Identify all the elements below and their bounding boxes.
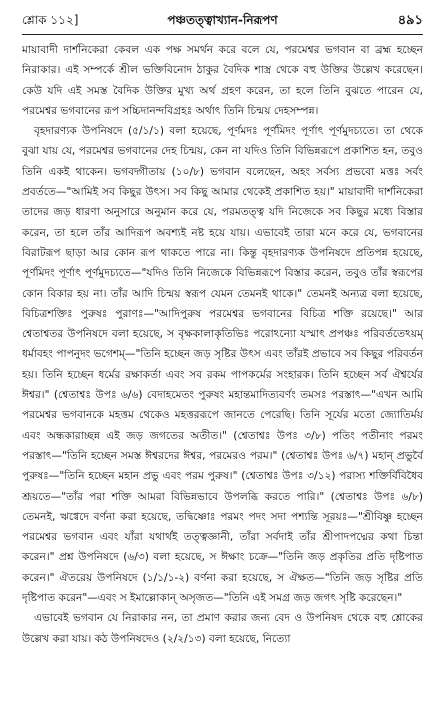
page-number: ৪৯১: [397, 13, 423, 28]
paragraph: বৃহদারণ্যক উপনিষদে (৫/১/১) বলা হয়েছে, পূর্ণমদঃ পূর্ণমিদং পূর্ণাৎ পূর্ণমুদচ্যতে। তা থেকে বুঝা যায় যে, পরমেশ্বর ভগবানের দেহ চিন্ময়, কেন না যদিও তিনি বিভিন্নরূপে প্রকাশিত হন, তবুও তিনি একই থাকেন। ভগবদ্গীতায় (১০/৮) ভগবান বলেছেন, অহং সর্বস্য প্রভবো মত্তঃ সর্বং প্রবর্ততে—"আমিই সব কিছুর উৎস। সব কিছু আমার থেকেই প্রকাশিত হয়।" মায়াবাদী দার্শনিকেরা তাদের জড় ধারণা অনুসারে অনুমান করে যে, পরমতত্ত্ব যদি নিজেকে সব কিছুর মধ্যে বিস্তার করেন, তা হলে তাঁর আদিরূপ অবশ্যই নষ্ট হয়ে যায়। এভাবেই তারা মনে করে যে, ভগবানের বিরাটরূপ ছাড়া আর কোন রূপ থাকতে পারে না। কিন্তু বৃহদারণ্যক উপনিষদে প্রতিপন্ন হয়েছে, পূর্ণমিদং পূর্ণাৎ পূর্ণমুদচ্যতে—"যদিও তিনি নিজেকে বিভিন্নরূপে বিস্তার করেন, তবুও তাঁর স্বরূপের কোন বিকার হয় না। তাঁর আদি চিন্ময় স্বরূপ যেমন তেমনই থাকে।" তেমনই অন্যত্র বলা হয়েছে, বিচিত্রশক্তিঃ পুরুষঃ পুরাণঃ—"আদিপুরুষ পরমেশ্বর ভগবানের বিচিত্র শক্তি রয়েছে।" আর শ্বেতাশ্বতর উপনিষদে বলা হয়েছে, স বৃক্ষকালাকৃতিভিঃ পরোঽন্যো যস্মাৎ প্রপঞ্চঃ পরিবর্ততেঽয়ম্ ধর্মাবহং পাপনুদং ভগেশম্—"তিনি হচ্ছেন জড় সৃষ্টির উৎস এবং তাঁরই প্রভাবে সব কিছুর পরিবর্তন হয়। তিনি হচ্ছেন ধর্মের রক্ষাকর্তা এবং সব রকম পাপকর্মের সংহারক। তিনি হচ্ছেন সর্ব ঐশ্বর্যের ঈশ্বর।" (শ্বেতাশ্বঃ উপঃ ৬/৬) বেদাহমেতং পুরুষং মহান্তমাদিত্যবর্ণং তমসঃ পরস্তাৎ—"এখন আমি পরমেশ্বর ভগবানকে মহত্তম থেকেও মহত্তররূপে জানতে পেরেছি। তিনি সূর্যের মতো জ্যোতির্ময় এবং অন্ধকারাচ্ছন্ন এই জড় জগতের অতীত।" (শ্বেতাশ্বঃ উপঃ ৩/৮) পতিং পতীনাং পরমং পরস্তাৎ—"তিনি হচ্ছেন সমস্ত ঈশ্বরদের ঈশ্বর, পরমেরও পরম।" (শ্বেতাশ্বঃ উপঃ ৬/৭) মহান্ প্রভুর্বৈ পুরুষঃ—"তিনি হচ্ছেন মহান প্রভু এবং পরম পুরুষ।" (শ্বেতাশ্বঃ উপঃ ৩/১২) পরাস্য শক্তির্বিবিধৈব শ্রূয়তে—"তাঁর পরা শক্তি আমরা বিভিন্নভাবে উপলব্ধি করতে পারি।" (শ্বেতাশ্বঃ উপঃ ৬/৮) তেমনই, ঋগ্বেদে বর্ণনা করা হয়েছে, তদ্বিষ্ণোঃ পরমং পদং সদা পশ্যন্তি সূরয়ঃ—"শ্রীবিষ্ণু হচ্ছেন পরমেশ্বর ভগবান এবং যাঁরা যথার্থই তত্ত্বজ্ঞানী, তাঁরা সর্বদাই তাঁর শ্রীপাদপদ্মের কথা চিন্তা করেন।" প্রশ্ন উপনিষদে (৬/৩) বলা হয়েছে, স ঈক্ষাং চক্রে—"তিনি জড় প্রকৃতির প্রতি দৃষ্টিপাত করেন।" ঐতরেয় উপনিষদে (১/১/১-২) বর্ণনা করা হয়েছে, স ঐক্ষত—"তিনি জড় সৃষ্টির প্রতি দৃষ্টিপাত করেন"—এবং স ইমাল্লোকান্ অসৃজত—"তিনি এই সমগ্র জড় জগৎ সৃষ্টি করেছেন।": [22, 125, 423, 605]
sloka-reference: শ্লোক ১১২]: [22, 13, 79, 27]
chapter-title: পঞ্চতত্ত্বাখ্যান-নিরূপণ: [167, 13, 278, 27]
page-header: [22, 10, 423, 35]
paragraph: এভাবেই ভগবান যে নিরাকার নন, তা প্রমাণ করার জন্য বেদ ও উপনিষদ থেকে বহু শ্লোকের উল্লেখ করা যায়। কঠ উপনিষদেও (২/২/১৩) বলা হয়েছে, নিত্যো: [22, 612, 423, 645]
page-body: [22, 40, 423, 693]
paragraph: মায়াবাদী দার্শনিকেরা কেবল এক পক্ষ সমর্থন করে বলে যে, পরমেশ্বর ভগবান বা ব্রহ্ম হচ্ছেন নিরাকার। এই সম্পর্কে শ্রীল ভক্তিবিনোদ ঠাকুর বৈদিক শাস্ত্র থেকে বহু উক্তির উল্লেখ করেছেন। কেউ যদি এই সমস্ত বৈদিক উক্তির মুখ্য অর্থ গ্রহণ করেন, তা হলে তিনি বুঝতে পারেন যে, পরমেশ্বর ভগবানের রূপ সচ্চিদানন্দবিগ্রহঃ অর্থাৎ তিনি চিন্ময় দেহসম্পন্ন।: [22, 44, 423, 117]
